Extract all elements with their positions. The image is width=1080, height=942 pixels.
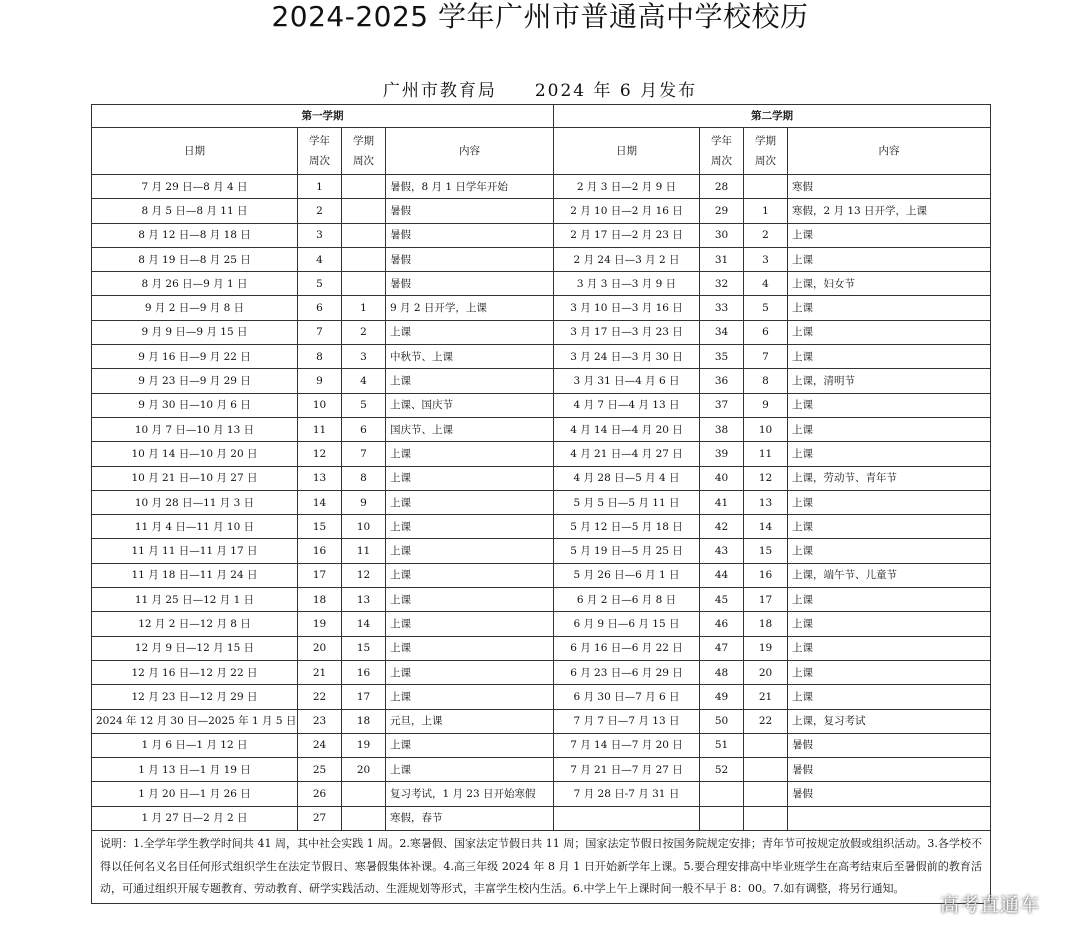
term1-term-week-cell: 3	[342, 345, 386, 369]
term2-content-cell: 上课	[788, 539, 991, 563]
term1-year-week-cell: 4	[298, 247, 342, 271]
term2-content-cell: 上课	[788, 490, 991, 514]
term1-year-week-cell: 19	[298, 612, 342, 636]
term2-content-cell: 上课	[788, 685, 991, 709]
table-row	[92, 199, 991, 223]
table-row	[92, 393, 991, 417]
term1-content-cell: 上课	[386, 636, 554, 660]
term1-date-cell: 1 月 20 日—1 月 26 日	[92, 782, 298, 806]
term-week-header: 学期 周次	[342, 128, 386, 175]
publish-date: 2024 年 6 月发布	[534, 81, 698, 101]
term1-date-cell: 12 月 16 日—12 月 22 日	[92, 660, 298, 684]
term2-content-cell: 上课，清明节	[788, 369, 991, 393]
term2-content-cell: 上课	[788, 223, 991, 247]
term1-term-week-cell	[342, 247, 386, 271]
term2-term-week-cell	[744, 758, 788, 782]
term1-date-cell: 8 月 19 日—8 月 25 日	[92, 247, 298, 271]
term-week-header: 学期 周次	[744, 128, 788, 175]
term2-year-week-cell: 41	[700, 490, 744, 514]
term1-content-cell: 暑假	[386, 247, 554, 271]
term2-date-cell: 4 月 21 日—4 月 27 日	[554, 442, 700, 466]
term1-date-cell: 8 月 12 日—8 月 18 日	[92, 223, 298, 247]
term1-year-week-cell: 22	[298, 685, 342, 709]
term1-year-week-cell: 2	[298, 199, 342, 223]
table-row	[92, 466, 991, 490]
term2-term-week-cell: 22	[744, 709, 788, 733]
term1-term-week-cell: 17	[342, 685, 386, 709]
term2-term-week-cell: 14	[744, 515, 788, 539]
term1-year-week-cell: 27	[298, 806, 342, 830]
term2-content-cell: 上课，妇女节	[788, 272, 991, 296]
term2-year-week-cell	[700, 782, 744, 806]
term1-term-week-cell: 13	[342, 588, 386, 612]
term1-date-cell: 11 月 18 日—11 月 24 日	[92, 563, 298, 587]
term1-year-week-cell: 12	[298, 442, 342, 466]
term1-date-cell: 12 月 9 日—12 月 15 日	[92, 636, 298, 660]
term1-year-week-cell: 23	[298, 709, 342, 733]
term2-content-cell: 上课	[788, 417, 991, 441]
term1-term-week-cell: 16	[342, 660, 386, 684]
term2-year-week-cell: 29	[700, 199, 744, 223]
term1-year-week-cell: 18	[298, 588, 342, 612]
term1-year-week-cell: 8	[298, 345, 342, 369]
table-row	[92, 782, 991, 806]
term2-term-week-cell: 16	[744, 563, 788, 587]
term1-date-cell: 1 月 27 日—2 月 2 日	[92, 806, 298, 830]
term2-content-cell: 寒假，2 月 13 日开学，上课	[788, 199, 991, 223]
term1-content-cell: 国庆节、上课	[386, 417, 554, 441]
table-row	[92, 636, 991, 660]
term1-term-week-cell: 4	[342, 369, 386, 393]
term2-content-cell: 上课，劳动节、青年节	[788, 466, 991, 490]
table-row	[92, 223, 991, 247]
term1-content-cell: 暑假	[386, 199, 554, 223]
term1-date-cell: 10 月 21 日—10 月 27 日	[92, 466, 298, 490]
content-header: 内容	[788, 128, 991, 175]
term2-content-cell: 上课	[788, 636, 991, 660]
term1-date-cell: 9 月 23 日—9 月 29 日	[92, 369, 298, 393]
term2-year-week-cell: 50	[700, 709, 744, 733]
term1-term-week-cell	[342, 272, 386, 296]
term1-content-cell: 中秋节、上课	[386, 345, 554, 369]
term1-content-cell: 上课	[386, 588, 554, 612]
term2-year-week-cell: 51	[700, 733, 744, 757]
term1-year-week-cell: 5	[298, 272, 342, 296]
term2-content-cell: 暑假	[788, 733, 991, 757]
term2-year-week-cell: 46	[700, 612, 744, 636]
term2-term-week-cell: 6	[744, 320, 788, 344]
term1-content-cell: 元旦，上课	[386, 709, 554, 733]
date-header: 日期	[554, 128, 700, 175]
term2-date-cell: 2 月 3 日—2 月 9 日	[554, 175, 700, 199]
term1-content-cell: 上课	[386, 758, 554, 782]
term2-term-week-cell: 5	[744, 296, 788, 320]
term1-content-cell: 上课	[386, 515, 554, 539]
table-row	[92, 588, 991, 612]
term2-term-week-cell: 13	[744, 490, 788, 514]
publisher-line	[0, 80, 1080, 102]
term2-content-cell: 上课	[788, 515, 991, 539]
term2-content-cell: 上课，复习考试	[788, 709, 991, 733]
term2-date-cell: 5 月 5 日—5 月 11 日	[554, 490, 700, 514]
term2-term-week-cell: 10	[744, 417, 788, 441]
term1-date-cell: 10 月 7 日—10 月 13 日	[92, 417, 298, 441]
term1-content-cell: 上课	[386, 660, 554, 684]
term1-year-week-cell: 16	[298, 539, 342, 563]
term1-year-week-cell: 24	[298, 733, 342, 757]
term1-content-cell: 上课	[386, 733, 554, 757]
term1-content-cell: 上课、国庆节	[386, 393, 554, 417]
date-header: 日期	[92, 128, 298, 175]
term2-date-cell: 7 月 14 日—7 月 20 日	[554, 733, 700, 757]
term2-content-cell: 寒假	[788, 175, 991, 199]
term1-term-week-cell: 15	[342, 636, 386, 660]
term1-term-week-cell: 8	[342, 466, 386, 490]
term-header-row	[92, 105, 991, 128]
school-calendar-table	[91, 104, 991, 904]
table-row	[92, 417, 991, 441]
term2-date-cell: 2 月 10 日—2 月 16 日	[554, 199, 700, 223]
term1-term-week-cell: 6	[342, 417, 386, 441]
term1-date-cell: 11 月 4 日—11 月 10 日	[92, 515, 298, 539]
term2-term-week-cell: 15	[744, 539, 788, 563]
term1-year-week-cell: 10	[298, 393, 342, 417]
term1-date-cell: 9 月 2 日—9 月 8 日	[92, 296, 298, 320]
term1-date-cell: 9 月 16 日—9 月 22 日	[92, 345, 298, 369]
term2-date-cell: 3 月 17 日—3 月 23 日	[554, 320, 700, 344]
term2-date-cell	[554, 806, 700, 830]
term2-content-cell: 上课	[788, 588, 991, 612]
term1-year-week-cell: 6	[298, 296, 342, 320]
term2-term-week-cell	[744, 782, 788, 806]
term1-year-week-cell: 3	[298, 223, 342, 247]
content-header: 内容	[386, 128, 554, 175]
term2-term-week-cell: 8	[744, 369, 788, 393]
term2-year-week-cell: 44	[700, 563, 744, 587]
term2-year-week-cell: 28	[700, 175, 744, 199]
term2-date-cell: 5 月 26 日—6 月 1 日	[554, 563, 700, 587]
table-row	[92, 272, 991, 296]
term2-content-cell	[788, 806, 991, 830]
term1-content-cell: 上课	[386, 490, 554, 514]
notes-row	[92, 831, 991, 904]
term1-content-cell: 上课	[386, 563, 554, 587]
term2-date-cell: 6 月 23 日—6 月 29 日	[554, 660, 700, 684]
table-row	[92, 296, 991, 320]
table-row	[92, 442, 991, 466]
term1-date-cell: 9 月 30 日—10 月 6 日	[92, 393, 298, 417]
table-row	[92, 758, 991, 782]
table-row	[92, 247, 991, 271]
term2-year-week-cell: 52	[700, 758, 744, 782]
term1-term-week-cell: 1	[342, 296, 386, 320]
term2-year-week-cell: 40	[700, 466, 744, 490]
table-row	[92, 660, 991, 684]
term1-content-cell: 寒假，春节	[386, 806, 554, 830]
term1-term-week-cell	[342, 782, 386, 806]
term2-content-cell: 暑假	[788, 782, 991, 806]
term1-year-week-cell: 9	[298, 369, 342, 393]
term2-year-week-cell: 39	[700, 442, 744, 466]
term1-content-cell: 上课	[386, 612, 554, 636]
term1-term-week-cell: 9	[342, 490, 386, 514]
term1-year-week-cell: 15	[298, 515, 342, 539]
term1-date-cell: 9 月 9 日—9 月 15 日	[92, 320, 298, 344]
term2-date-cell: 4 月 28 日—5 月 4 日	[554, 466, 700, 490]
term1-term-week-cell: 10	[342, 515, 386, 539]
year-week-header: 学年 周次	[700, 128, 744, 175]
notes-text: 说明：1.全学年学生教学时间共 41 周，其中社会实践 1 周。2.寒暑假、国家法定节假日共 11 周；国家法定节假日按国务院规定安排；青年节可按规定放假或组织活动。3.各学校不得以任何名义名目任何形式组织学生在法定节假日、寒暑假集体补课。4.高三年级 2024 年 8 月 1 日开始新学年上课。5.要合理安排高中毕业班学生在高考结束后至暑假前的教育活动，可通过组织开展专题教育、劳动教育、研学实践活动、生涯规划等形式，丰富学生校内生活。6.中学上午上课时间一般不早于 8：00。7.如有调整，将另行通知。	[92, 831, 991, 904]
term2-year-week-cell: 43	[700, 539, 744, 563]
term2-date-cell: 3 月 31 日—4 月 6 日	[554, 369, 700, 393]
year-week-header: 学年 周次	[298, 128, 342, 175]
term2-year-week-cell: 33	[700, 296, 744, 320]
term2-content-cell: 上课	[788, 442, 991, 466]
term1-header: 第一学期	[92, 105, 554, 128]
table-row	[92, 175, 991, 199]
table-row	[92, 563, 991, 587]
term1-term-week-cell: 20	[342, 758, 386, 782]
term2-date-cell: 5 月 12 日—5 月 18 日	[554, 515, 700, 539]
term2-content-cell: 上课	[788, 393, 991, 417]
term2-content-cell: 暑假	[788, 758, 991, 782]
term2-term-week-cell: 19	[744, 636, 788, 660]
term1-date-cell: 2024 年 12 月 30 日—2025 年 1 月 5 日	[92, 709, 298, 733]
term2-term-week-cell: 1	[744, 199, 788, 223]
term1-content-cell: 暑假，8 月 1 日学年开始	[386, 175, 554, 199]
term1-date-cell: 12 月 2 日—12 月 8 日	[92, 612, 298, 636]
term2-content-cell: 上课	[788, 660, 991, 684]
term1-year-week-cell: 25	[298, 758, 342, 782]
term2-header: 第二学期	[554, 105, 991, 128]
table-row	[92, 320, 991, 344]
term2-date-cell: 6 月 9 日—6 月 15 日	[554, 612, 700, 636]
term1-date-cell: 8 月 5 日—8 月 11 日	[92, 199, 298, 223]
term2-date-cell: 3 月 10 日—3 月 16 日	[554, 296, 700, 320]
table-row	[92, 733, 991, 757]
term1-term-week-cell	[342, 223, 386, 247]
term1-term-week-cell: 11	[342, 539, 386, 563]
term1-year-week-cell: 14	[298, 490, 342, 514]
term1-year-week-cell: 1	[298, 175, 342, 199]
term1-content-cell: 上课	[386, 685, 554, 709]
term1-year-week-cell: 21	[298, 660, 342, 684]
term1-term-week-cell: 7	[342, 442, 386, 466]
term2-content-cell: 上课	[788, 296, 991, 320]
term2-date-cell: 3 月 3 日—3 月 9 日	[554, 272, 700, 296]
term1-term-week-cell	[342, 199, 386, 223]
term1-term-week-cell: 2	[342, 320, 386, 344]
term1-year-week-cell: 13	[298, 466, 342, 490]
term1-term-week-cell	[342, 175, 386, 199]
term2-year-week-cell	[700, 806, 744, 830]
term1-year-week-cell: 26	[298, 782, 342, 806]
term1-content-cell: 暑假	[386, 223, 554, 247]
page-title: 2024-2025 学年广州市普通高中学校校历	[271, 0, 809, 33]
table-row	[92, 345, 991, 369]
term2-date-cell: 6 月 30 日—7 月 6 日	[554, 685, 700, 709]
term1-term-week-cell	[342, 806, 386, 830]
term1-date-cell: 1 月 6 日—1 月 12 日	[92, 733, 298, 757]
term2-year-week-cell: 42	[700, 515, 744, 539]
table-row	[92, 369, 991, 393]
term1-year-week-cell: 17	[298, 563, 342, 587]
term2-term-week-cell: 12	[744, 466, 788, 490]
term1-date-cell: 7 月 29 日—8 月 4 日	[92, 175, 298, 199]
term1-content-cell: 上课	[386, 466, 554, 490]
term1-date-cell: 10 月 14 日—10 月 20 日	[92, 442, 298, 466]
term2-term-week-cell: 21	[744, 685, 788, 709]
term2-term-week-cell: 3	[744, 247, 788, 271]
term2-content-cell: 上课	[788, 320, 991, 344]
term2-content-cell: 上课	[788, 247, 991, 271]
term2-year-week-cell: 35	[700, 345, 744, 369]
term2-term-week-cell: 4	[744, 272, 788, 296]
term1-term-week-cell: 19	[342, 733, 386, 757]
term2-term-week-cell: 9	[744, 393, 788, 417]
term1-content-cell: 复习考试，1 月 23 日开始寒假	[386, 782, 554, 806]
term1-term-week-cell: 18	[342, 709, 386, 733]
term2-year-week-cell: 48	[700, 660, 744, 684]
term2-year-week-cell: 49	[700, 685, 744, 709]
term2-date-cell: 6 月 16 日—6 月 22 日	[554, 636, 700, 660]
term1-term-week-cell: 5	[342, 393, 386, 417]
table-row	[92, 515, 991, 539]
term2-date-cell: 2 月 24 日—3 月 2 日	[554, 247, 700, 271]
term2-date-cell: 7 月 28 日-7 月 31 日	[554, 782, 700, 806]
term2-term-week-cell	[744, 733, 788, 757]
term2-term-week-cell: 2	[744, 223, 788, 247]
term1-date-cell: 8 月 26 日—9 月 1 日	[92, 272, 298, 296]
term2-year-week-cell: 47	[700, 636, 744, 660]
term2-term-week-cell: 18	[744, 612, 788, 636]
term2-date-cell: 2 月 17 日—2 月 23 日	[554, 223, 700, 247]
term2-term-week-cell	[744, 806, 788, 830]
term2-date-cell: 5 月 19 日—5 月 25 日	[554, 539, 700, 563]
term2-content-cell: 上课	[788, 345, 991, 369]
term1-date-cell: 11 月 25 日—12 月 1 日	[92, 588, 298, 612]
term2-year-week-cell: 38	[700, 417, 744, 441]
table-row	[92, 490, 991, 514]
term1-year-week-cell: 11	[298, 417, 342, 441]
term2-year-week-cell: 34	[700, 320, 744, 344]
term2-term-week-cell: 20	[744, 660, 788, 684]
term2-year-week-cell: 36	[700, 369, 744, 393]
term1-content-cell: 暑假	[386, 272, 554, 296]
term2-term-week-cell: 17	[744, 588, 788, 612]
term2-date-cell: 7 月 21 日—7 月 27 日	[554, 758, 700, 782]
term1-date-cell: 10 月 28 日—11 月 3 日	[92, 490, 298, 514]
term1-content-cell: 上课	[386, 442, 554, 466]
term2-date-cell: 7 月 7 日—7 月 13 日	[554, 709, 700, 733]
term2-date-cell: 4 月 7 日—4 月 13 日	[554, 393, 700, 417]
term1-term-week-cell: 12	[342, 563, 386, 587]
term2-term-week-cell: 7	[744, 345, 788, 369]
column-header-row	[92, 128, 991, 175]
term1-date-cell: 12 月 23 日—12 月 29 日	[92, 685, 298, 709]
term2-content-cell: 上课，端午节、儿童节	[788, 563, 991, 587]
term1-content-cell: 上课	[386, 320, 554, 344]
table-row	[92, 806, 991, 830]
term2-year-week-cell: 45	[700, 588, 744, 612]
term1-year-week-cell: 20	[298, 636, 342, 660]
term1-year-week-cell: 7	[298, 320, 342, 344]
term1-content-cell: 上课	[386, 539, 554, 563]
table-row	[92, 539, 991, 563]
term2-term-week-cell	[744, 175, 788, 199]
term1-content-cell: 9 月 2 日开学，上课	[386, 296, 554, 320]
table-row	[92, 612, 991, 636]
table-row	[92, 709, 991, 733]
term2-date-cell: 3 月 24 日—3 月 30 日	[554, 345, 700, 369]
term2-date-cell: 6 月 2 日—6 月 8 日	[554, 588, 700, 612]
term1-date-cell: 11 月 11 日—11 月 17 日	[92, 539, 298, 563]
term2-year-week-cell: 30	[700, 223, 744, 247]
term2-year-week-cell: 31	[700, 247, 744, 271]
term1-content-cell: 上课	[386, 369, 554, 393]
calendar-body	[92, 175, 991, 831]
term2-date-cell: 4 月 14 日—4 月 20 日	[554, 417, 700, 441]
term2-year-week-cell: 37	[700, 393, 744, 417]
watermark-text: 高考直通车	[940, 894, 1041, 916]
term2-content-cell: 上课	[788, 612, 991, 636]
term2-term-week-cell: 11	[744, 442, 788, 466]
table-row	[92, 685, 991, 709]
term1-date-cell: 1 月 13 日—1 月 19 日	[92, 758, 298, 782]
publisher-org: 广州市教育局	[382, 81, 497, 101]
term2-year-week-cell: 32	[700, 272, 744, 296]
term1-term-week-cell: 14	[342, 612, 386, 636]
